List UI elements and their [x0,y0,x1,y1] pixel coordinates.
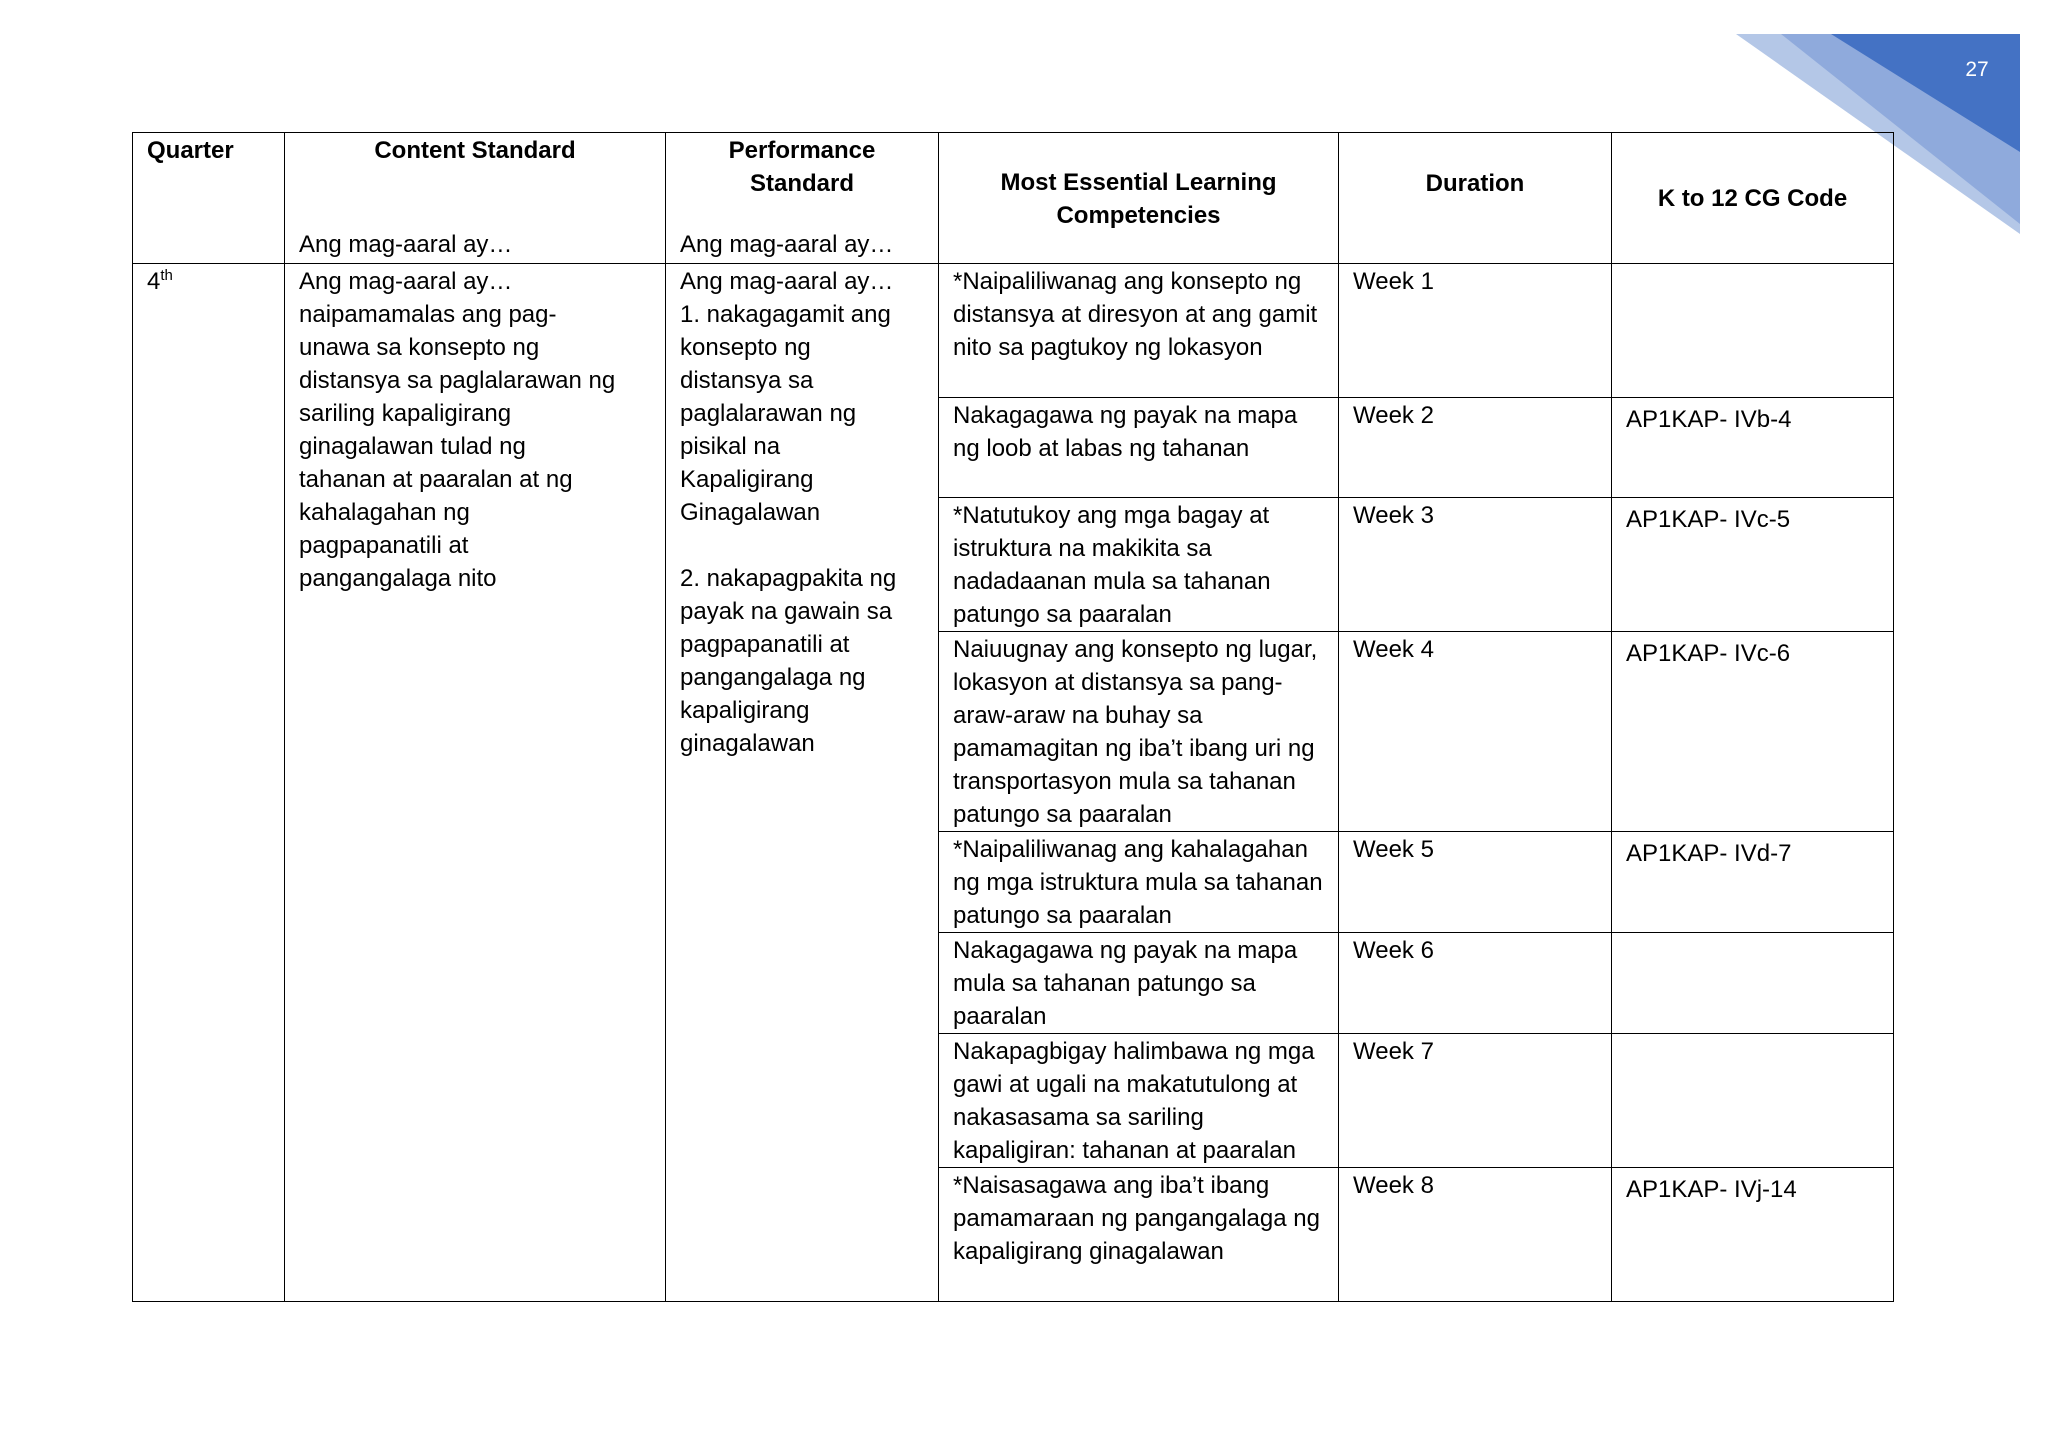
competency-cell: Nakapagbigay halimbawa ng mga gawi at ugali na makatutulong at nakasasama sa sariling kapaligiran: tahanan at paaralan [939,1034,1339,1168]
duration-cell: Week 7 [1339,1034,1612,1168]
header-performance-standard [666,133,939,264]
quarter-number: 4 [147,268,161,295]
competency-cell: Nakagagawa ng payak na mapa mula sa tahanan patungo sa paaralan [939,933,1339,1034]
competency-cell: *Natutukoy ang mga bagay at istruktura na makikita sa nadadaanan mula sa tahanan patungo sa paaralan [939,498,1339,632]
content-standard-cell: Ang mag-aaral ay… naipamamalas ang pag- unawa sa konsepto ng distansya sa paglalarawan ng sariling kapaligirang ginagalawan tulad ng tahanan at paaralan at ng kahalagahan ng pagpapanatili at pangangalaga nito [285,264,666,1302]
header-performance-standard-label: Performance Standard [728,137,876,197]
code-cell: AP1KAP- IVd-7 [1612,832,1894,933]
code-cell: AP1KAP- IVj-14 [1612,1168,1894,1302]
competency-cell: Nakagagawa ng payak na mapa ng loob at labas ng tahanan [939,398,1339,498]
header-performance-standard-sub: Ang mag-aaral ay… [680,231,894,258]
code-cell [1612,1034,1894,1168]
code-cell [1612,264,1894,398]
duration-cell: Week 8 [1339,1168,1612,1302]
quarter-cell [133,264,285,1302]
duration-cell: Week 4 [1339,632,1612,832]
header-content-standard-sub: Ang mag-aaral ay… [299,231,513,258]
duration-cell: Week 5 [1339,832,1612,933]
header-content-standard [285,133,666,264]
header-row [133,133,1894,264]
code-cell: AP1KAP- IVc-6 [1612,632,1894,832]
curriculum-table [132,132,1894,1302]
competency-cell: Naiuugnay ang konsepto ng lugar, lokasyon at distansya sa pang-araw-araw na buhay sa pamamagitan ng iba’t ibang uri ng transportasyon mula sa tahanan patungo sa paaralan [939,632,1339,832]
page-number: 27 [1965,58,1989,81]
header-cg-code: K to 12 CG Code [1612,133,1894,264]
code-cell: AP1KAP- IVc-5 [1612,498,1894,632]
duration-cell: Week 2 [1339,398,1612,498]
performance-standard-cell: Ang mag-aaral ay… 1. nakagagamit ang konsepto ng distansya sa paglalarawan ng pisikal na Kapaligirang Ginagalawan 2. nakapagpakita ng payak na gawain sa pagpapanatili at pangangalaga ng kapaligirang ginagalawan [666,264,939,1302]
code-cell: AP1KAP- IVb-4 [1612,398,1894,498]
competency-cell: *Naisasagawa ang iba’t ibang pamamaraan ng pangangalaga ng kapaligirang ginagalawan [939,1168,1339,1302]
header-content-standard-label: Content Standard [374,137,576,164]
duration-cell: Week 1 [1339,264,1612,398]
quarter-suffix: th [160,267,173,284]
competency-cell: *Naipaliliwanag ang kahalagahan ng mga istruktura mula sa tahanan patungo sa paaralan [939,832,1339,933]
code-cell [1612,933,1894,1034]
header-quarter: Quarter [133,133,285,264]
duration-cell: Week 6 [1339,933,1612,1034]
header-melc: Most Essential Learning Competencies [939,133,1339,264]
duration-cell: Week 3 [1339,498,1612,632]
competency-cell: *Naipaliliwanag ang konsepto ng distansya at diresyon at ang gamit nito sa pagtukoy ng lokasyon [939,264,1339,398]
table-row [133,264,1894,398]
header-duration: Duration [1339,133,1612,264]
